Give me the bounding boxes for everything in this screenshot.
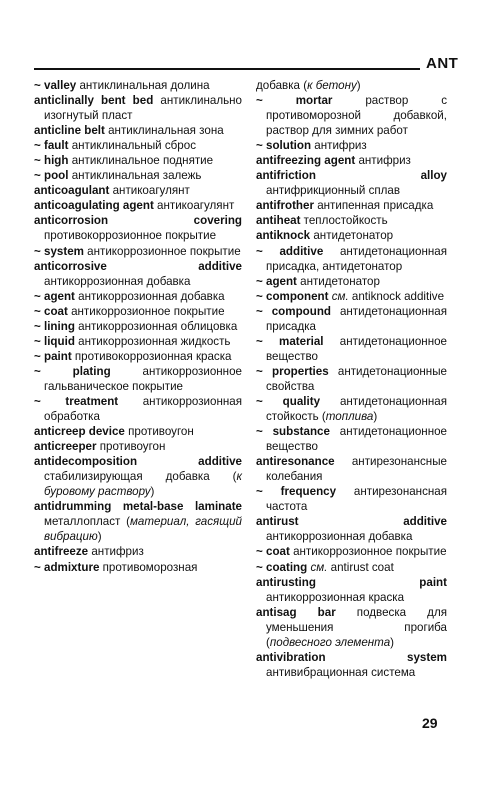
entry-text: антикоррозионное покрытие: [83, 244, 241, 258]
entry-term: anticorrosive additive: [34, 259, 242, 273]
dictionary-entry: [256, 138, 447, 153]
entry-term: ~ coat: [34, 304, 68, 318]
entry-text: антидетонатор: [296, 274, 380, 288]
entry-term: antirusting paint: [256, 575, 447, 589]
entry-text: антифриз: [311, 139, 367, 153]
entry-term: ~ pool: [34, 169, 69, 183]
entry-text: антиклинальная залежь: [68, 169, 202, 183]
entry-text: антидетонационная присадка: [266, 304, 447, 333]
entry-note: см.: [331, 289, 349, 303]
entry-term: ~ component: [256, 289, 329, 303]
entry-term: ~ paint: [34, 349, 72, 363]
entry-term: ~ agent: [34, 289, 75, 303]
entry-text: антикоррозионная жидкость: [74, 334, 231, 348]
entry-text: теплостойкость: [300, 214, 388, 228]
entry-term: ~ valley: [34, 79, 77, 92]
dictionary-entry: [256, 228, 447, 243]
dictionary-entry: [34, 544, 242, 559]
dictionary-entry: [34, 78, 242, 93]
dictionary-entry: [256, 364, 447, 394]
entry-term: antiresonance: [256, 455, 335, 469]
entry-term: ~ material: [256, 334, 324, 348]
entry-text: антирезонансные колебания: [266, 455, 447, 484]
entry-term: ~ properties: [256, 364, 329, 378]
entry-text: добавка (: [256, 79, 308, 92]
dictionary-entry: [256, 650, 447, 680]
entry-text: металлопласт (: [44, 515, 130, 529]
entry-term: anticoagulant: [34, 184, 110, 198]
dictionary-entry: [256, 304, 447, 334]
entry-text: антикоррозионное покрытие: [289, 545, 447, 559]
entry-text: ): [97, 530, 102, 544]
entry-term: ~ fault: [34, 139, 69, 153]
dictionary-entry: [256, 153, 447, 168]
entry-term: ~ admixture: [34, 560, 100, 574]
entry-text: антикоррозионная добавка: [266, 530, 413, 544]
entry-text: антипенная присадка: [313, 199, 434, 213]
entry-term: ~ mortar: [256, 94, 333, 108]
dictionary-entry: [256, 274, 447, 289]
right-column: [256, 78, 447, 680]
entry-text: антикоррозионная обработка: [44, 394, 242, 424]
dictionary-entry: [256, 514, 447, 544]
dictionary-entry: [256, 544, 447, 559]
dictionary-entry: [34, 93, 242, 123]
dictionary-entry: [256, 198, 447, 213]
entry-text: антифриз: [355, 154, 411, 168]
entry-text: антикоррозионная добавка: [44, 274, 191, 288]
entry-term: anticoagulating agent: [34, 199, 154, 213]
entry-term: ~ frequency: [256, 485, 337, 499]
dictionary-entry: [256, 78, 447, 93]
entry-text: антикоррозионное покрытие: [67, 304, 225, 318]
entry-term: antiheat: [256, 214, 301, 228]
entry-term: antifreezing agent: [256, 154, 356, 168]
entry-note: к буровому раствору: [44, 470, 242, 499]
entry-term: anticreep device: [34, 425, 125, 439]
entry-text: противоугон: [96, 440, 166, 454]
entry-term: ~ solution: [256, 139, 312, 153]
dictionary-entry: [256, 93, 447, 138]
dictionary-entry: [256, 424, 447, 454]
entry-text: стабилизирующая добавка (: [44, 470, 237, 484]
entry-term: antifreeze: [34, 545, 89, 559]
dictionary-entry: [34, 198, 242, 213]
entry-text: антикоагулянт: [109, 184, 190, 198]
entry-text: антивибрационная система: [266, 665, 416, 679]
entry-text: антиклинальная зона: [104, 124, 224, 138]
entry-text: антикоагулянт: [153, 199, 235, 213]
entry-term: anticreeper: [34, 440, 97, 454]
dictionary-entry: [256, 605, 447, 650]
entry-term: antidecomposition additive: [34, 455, 242, 469]
dictionary-entry: [256, 560, 447, 575]
entry-text: антикоррозионная краска: [266, 590, 405, 604]
entry-text: антидетонатор: [310, 229, 394, 243]
dictionary-entry: [256, 244, 447, 274]
dictionary-entry: [34, 334, 242, 349]
dictionary-entry: [34, 319, 242, 334]
entry-text: ): [356, 79, 361, 92]
dictionary-entry: [34, 304, 242, 319]
entry-text: противокоррозионное покрытие: [44, 229, 217, 243]
entry-text: antiknock additive: [348, 289, 445, 303]
entry-text: антифрикционный сплав: [266, 184, 401, 198]
entry-text: антидетонационное вещество: [266, 425, 447, 454]
dictionary-entry: [34, 153, 242, 168]
dictionary-entry: [34, 183, 242, 198]
dictionary-entry: [34, 259, 242, 289]
entry-term: ~ coating: [256, 560, 308, 574]
dictionary-entry: [34, 364, 242, 394]
entry-term: anticline belt: [34, 124, 105, 138]
entry-text: ): [150, 485, 155, 499]
entry-note: топлива: [325, 410, 374, 424]
entry-text: антидетонационные свойства: [266, 364, 447, 393]
entry-term: ~ compound: [256, 304, 331, 318]
entry-term: antidrumming metal-base laminate: [34, 500, 242, 514]
dictionary-entry: [256, 484, 447, 514]
dictionary-entry: [256, 213, 447, 228]
entry-text: подвеска для уменьшения прогиба (: [266, 605, 447, 649]
entry-text: антифриз: [88, 545, 144, 559]
entry-text: antirust coat: [327, 560, 394, 574]
entry-text: ): [390, 635, 395, 649]
entry-text: антикоррозионная добавка: [74, 289, 225, 303]
dictionary-entry: [34, 499, 242, 544]
entry-text: антидетонационная присадка, антидетонатор: [266, 244, 447, 273]
entry-note: подвесного элемента: [269, 635, 391, 649]
entry-term: ~ agent: [256, 274, 297, 288]
entry-term: anticlinally bent bed: [34, 94, 154, 108]
entry-term: ~ lining: [34, 319, 75, 333]
entry-term: antirust additive: [256, 515, 447, 529]
entry-term: ~ high: [34, 154, 69, 168]
dictionary-entry: [256, 334, 447, 364]
entry-text: антидетонационная стойкость (: [266, 394, 447, 424]
entry-text: антиклинальный сброс: [68, 139, 196, 153]
dictionary-entry: [34, 439, 242, 454]
left-column: [34, 78, 242, 575]
entry-text: противокоррозионная краска: [71, 349, 232, 363]
entry-note: материал, гасящий вибрацию: [44, 515, 242, 544]
guide-word: ANT: [426, 55, 459, 72]
entry-text: антидетонационное вещество: [266, 334, 447, 363]
entry-note: к бетону: [307, 79, 357, 92]
entry-text: антикоррозионная облицовка: [74, 319, 238, 333]
entry-term: ~ additive: [256, 244, 324, 258]
entry-text: антикоррозионное гальваническое покрытие: [44, 364, 242, 393]
dictionary-entry: [256, 168, 447, 198]
entry-text: антиклинальное поднятие: [68, 154, 214, 168]
dictionary-entry: [34, 560, 242, 575]
dictionary-entry: [34, 138, 242, 153]
dictionary-entry: [34, 168, 242, 183]
entry-text: антиклинально изогнутый пласт: [44, 94, 243, 123]
dictionary-entry: [256, 454, 447, 484]
entry-term: ~ coat: [256, 545, 290, 559]
entry-term: antifriction alloy: [256, 169, 447, 183]
dictionary-entry: [34, 244, 242, 259]
entry-term: ~ system: [34, 244, 84, 258]
dictionary-entry: [34, 123, 242, 138]
entry-term: ~ substance: [256, 425, 330, 439]
entry-text: антирезонансная частота: [266, 485, 447, 514]
entry-text: противоугон: [124, 425, 194, 439]
dictionary-entry: [256, 394, 447, 424]
dictionary-entry: [34, 289, 242, 304]
dictionary-entry: [34, 349, 242, 364]
entry-term: antiknock: [256, 229, 311, 243]
entry-text: противоморозная: [99, 560, 198, 574]
entry-term: ~ liquid: [34, 334, 75, 348]
page-number: 29: [422, 715, 438, 731]
entry-term: anticorrosion covering: [34, 214, 242, 228]
dictionary-entry: [34, 424, 242, 439]
entry-term: antivibration system: [256, 650, 447, 664]
dictionary-entry: [34, 213, 242, 243]
entry-term: antisag bar: [256, 605, 336, 619]
entry-note: см.: [310, 560, 328, 574]
entry-term: ~ plating: [34, 364, 111, 378]
entry-term: antifrother: [256, 199, 314, 213]
entry-term: ~ treatment: [34, 394, 119, 408]
dictionary-entry: [256, 289, 447, 304]
header-rule: [34, 68, 420, 70]
entry-term: ~ quality: [256, 394, 321, 408]
dictionary-entry: [34, 394, 242, 424]
dictionary-entry: [256, 575, 447, 605]
dictionary-entry: [34, 454, 242, 499]
entry-text: антиклинальная долина: [76, 79, 210, 92]
entry-text: ): [373, 410, 378, 424]
entry-text: раствор с противоморозной добавкой, раствор для зимних работ: [266, 94, 447, 138]
